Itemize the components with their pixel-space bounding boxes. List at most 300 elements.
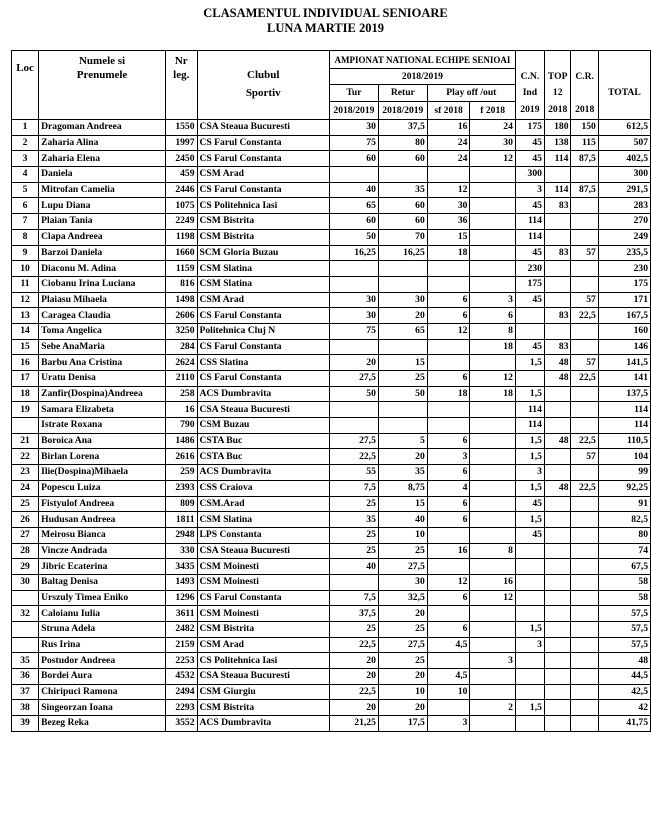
cell-sf: 10: [427, 684, 470, 700]
cell-sf: 6: [427, 622, 470, 638]
table-row: [12, 371, 651, 387]
table-row: [12, 606, 651, 622]
cell-cn: 114: [515, 214, 544, 230]
cell-club: CSS Slatina: [197, 355, 329, 371]
cell-name: Meirosu Bianca: [39, 527, 166, 543]
cell-loc: 39: [12, 716, 39, 732]
cell-cr: [571, 559, 598, 575]
cell-club: CS Farul Constanta: [197, 135, 329, 151]
cell-top: [544, 276, 571, 292]
cell-cn: 45: [515, 527, 544, 543]
cell-loc: 1: [12, 120, 39, 136]
cell-total: 160: [598, 323, 650, 339]
cell-retur: [378, 418, 427, 434]
cell-name: Mitrofan Camelia: [39, 182, 166, 198]
cell-loc: 11: [12, 276, 39, 292]
cell-top: [544, 716, 571, 732]
cell-sf: 16: [427, 120, 470, 136]
cell-tur: 60: [329, 151, 378, 167]
cell-f: [470, 433, 515, 449]
cell-total: 171: [598, 292, 650, 308]
cell-loc: 32: [12, 606, 39, 622]
cell-f: [470, 527, 515, 543]
cell-retur: 65: [378, 323, 427, 339]
cell-loc: 3: [12, 151, 39, 167]
cell-sf: [427, 402, 470, 418]
cell-f: 18: [470, 339, 515, 355]
cell-loc: 14: [12, 323, 39, 339]
cell-top: [544, 590, 571, 606]
table-row: [12, 120, 651, 136]
cell-sf: 6: [427, 433, 470, 449]
cell-loc: 22: [12, 449, 39, 465]
cell-f: 30: [470, 135, 515, 151]
cell-tur: 25: [329, 496, 378, 512]
cell-total: 612,5: [598, 120, 650, 136]
cell-top: 48: [544, 355, 571, 371]
cell-club: SCM Gloria Buzau: [197, 245, 329, 261]
header-cr-line3: 2018: [571, 102, 598, 120]
table-row: [12, 480, 651, 496]
cell-cr: [571, 214, 598, 230]
cell-name: Lupu Diana: [39, 198, 166, 214]
cell-total: 57,5: [598, 622, 650, 638]
cell-f: [470, 355, 515, 371]
cell-loc: 12: [12, 292, 39, 308]
header-top-1: [544, 51, 571, 69]
cell-total: 235,5: [598, 245, 650, 261]
cell-sf: 3: [427, 716, 470, 732]
cell-retur: [378, 167, 427, 183]
cell-loc: 9: [12, 245, 39, 261]
cell-club: CS Farul Constanta: [197, 308, 329, 324]
cell-total: 114: [598, 402, 650, 418]
cell-tur: 30: [329, 120, 378, 136]
cell-club: CS Farul Constanta: [197, 151, 329, 167]
cell-club: CSM Moinesti: [197, 559, 329, 575]
cell-cr: [571, 653, 598, 669]
table-row: [12, 559, 651, 575]
cell-tur: [329, 276, 378, 292]
table-row: [12, 527, 651, 543]
table-row: [12, 198, 651, 214]
cell-nr: 816: [166, 276, 198, 292]
cell-loc: 29: [12, 559, 39, 575]
cell-top: [544, 637, 571, 653]
cell-tur: 25: [329, 527, 378, 543]
cell-top: [544, 496, 571, 512]
cell-sf: [427, 261, 470, 277]
cell-sf: 6: [427, 512, 470, 528]
cell-f: [470, 684, 515, 700]
cell-nr: 2249: [166, 214, 198, 230]
cell-f: [470, 261, 515, 277]
cell-f: [470, 637, 515, 653]
cell-retur: 20: [378, 669, 427, 685]
table-row: [12, 402, 651, 418]
table-row: [12, 323, 651, 339]
cell-club: CSA Steaua Bucuresti: [197, 669, 329, 685]
cell-retur: 17,5: [378, 716, 427, 732]
cell-club: CS Politehnica Iasi: [197, 198, 329, 214]
cell-club: ACS Dumbravita: [197, 716, 329, 732]
cell-sf: [427, 418, 470, 434]
cell-sf: 12: [427, 574, 470, 590]
cell-name: Bezeg Reka: [39, 716, 166, 732]
cell-nr: 2446: [166, 182, 198, 198]
cell-sf: 24: [427, 135, 470, 151]
table-row: [12, 637, 651, 653]
table-row: [12, 214, 651, 230]
cell-name: Barzoi Daniela: [39, 245, 166, 261]
cell-tur: [329, 261, 378, 277]
cell-tur: 25: [329, 543, 378, 559]
cell-f: 12: [470, 590, 515, 606]
cell-total: 249: [598, 229, 650, 245]
cell-sf: [427, 527, 470, 543]
cell-total: 270: [598, 214, 650, 230]
cell-name: Barbu Ana Cristina: [39, 355, 166, 371]
cell-cr: 115: [571, 135, 598, 151]
cell-f: [470, 418, 515, 434]
cell-club: CSM Bistrita: [197, 622, 329, 638]
cell-nr: 3611: [166, 606, 198, 622]
cell-cn: 114: [515, 418, 544, 434]
cell-top: [544, 214, 571, 230]
cell-club: CSA Steaua Bucuresti: [197, 543, 329, 559]
cell-cr: [571, 465, 598, 481]
cell-name: Jibric Ecaterina: [39, 559, 166, 575]
cell-top: 48: [544, 433, 571, 449]
cell-f: [470, 245, 515, 261]
cell-tur: [329, 574, 378, 590]
cell-top: [544, 700, 571, 716]
cell-loc: 10: [12, 261, 39, 277]
cell-sf: 4: [427, 480, 470, 496]
cell-total: 99: [598, 465, 650, 481]
cell-retur: 20: [378, 606, 427, 622]
cell-cr: [571, 261, 598, 277]
cell-f: 6: [470, 308, 515, 324]
cell-name: Singeorzan Ioana: [39, 700, 166, 716]
cell-tur: [329, 167, 378, 183]
cell-cn: 1,5: [515, 622, 544, 638]
cell-cr: 57: [571, 245, 598, 261]
cell-sf: [427, 167, 470, 183]
cell-cr: 22,5: [571, 308, 598, 324]
cell-tur: 25: [329, 622, 378, 638]
cell-cr: [571, 512, 598, 528]
cell-cn: [515, 716, 544, 732]
cell-club: CSM Slatina: [197, 276, 329, 292]
cell-f: 24: [470, 120, 515, 136]
cell-f: [470, 622, 515, 638]
cell-total: 48: [598, 653, 650, 669]
cell-retur: 35: [378, 182, 427, 198]
cell-name: Rus Irina: [39, 637, 166, 653]
cell-total: 283: [598, 198, 650, 214]
cell-tur: 21,25: [329, 716, 378, 732]
table-row: [12, 135, 651, 151]
cell-club: CS Farul Constanta: [197, 590, 329, 606]
header-f: f 2018: [470, 102, 515, 120]
cell-nr: 2293: [166, 700, 198, 716]
cell-club: CS Politehnica Iasi: [197, 653, 329, 669]
cell-cn: [515, 574, 544, 590]
header-loc: Loc: [12, 51, 39, 85]
cell-sf: 36: [427, 214, 470, 230]
cell-f: [470, 214, 515, 230]
cell-retur: 5: [378, 433, 427, 449]
cell-top: [544, 669, 571, 685]
cell-name: Fistyulof Andreea: [39, 496, 166, 512]
cell-cn: 1,5: [515, 355, 544, 371]
cell-name: Baltag Denisa: [39, 574, 166, 590]
cell-cr: 22,5: [571, 480, 598, 496]
cell-nr: 1493: [166, 574, 198, 590]
header-name-line1: Numele si: [78, 54, 126, 67]
table-row: [12, 182, 651, 198]
cell-club: ACS Dumbravita: [197, 386, 329, 402]
cell-loc: 7: [12, 214, 39, 230]
header-retur: Retur: [378, 85, 427, 102]
header-club: [197, 51, 329, 85]
header-cn-1: [515, 51, 544, 69]
cell-tur: 75: [329, 135, 378, 151]
cell-tur: 20: [329, 700, 378, 716]
cell-cr: 87,5: [571, 182, 598, 198]
cell-top: [544, 622, 571, 638]
cell-top: [544, 418, 571, 434]
cell-nr: 2253: [166, 653, 198, 669]
cell-nr: 1660: [166, 245, 198, 261]
cell-name: Birlan Lorena: [39, 449, 166, 465]
cell-nr: 790: [166, 418, 198, 434]
cell-cn: 175: [515, 120, 544, 136]
cell-club: CSTA Buc: [197, 449, 329, 465]
cell-club: CSM Moinesti: [197, 606, 329, 622]
cell-loc: 2: [12, 135, 39, 151]
cell-club: CSTA Buc: [197, 433, 329, 449]
cell-loc: 8: [12, 229, 39, 245]
cell-cr: 57: [571, 292, 598, 308]
cell-top: [544, 449, 571, 465]
header-cn-line3: 2019: [515, 102, 544, 120]
cell-total: 167,5: [598, 308, 650, 324]
cell-name: Caloianu Iulia: [39, 606, 166, 622]
cell-name: Vincze Andrada: [39, 543, 166, 559]
cell-cn: 230: [515, 261, 544, 277]
cell-tur: [329, 418, 378, 434]
cell-retur: 80: [378, 135, 427, 151]
header-cn-line1: C.N.: [515, 69, 544, 85]
cell-retur: 16,25: [378, 245, 427, 261]
cell-retur: 27,5: [378, 637, 427, 653]
cell-cr: [571, 543, 598, 559]
cell-nr: 1498: [166, 292, 198, 308]
cell-club: CSM Slatina: [197, 512, 329, 528]
cell-club: CSM Buzau: [197, 418, 329, 434]
cell-total: 230: [598, 261, 650, 277]
cell-nr: 2393: [166, 480, 198, 496]
cell-cn: [515, 684, 544, 700]
header-nr: [166, 51, 198, 85]
cell-sf: 12: [427, 182, 470, 198]
cell-retur: 20: [378, 700, 427, 716]
cell-cr: 22,5: [571, 433, 598, 449]
cell-cn: [515, 543, 544, 559]
cell-total: 300: [598, 167, 650, 183]
cell-f: 8: [470, 323, 515, 339]
cell-tur: 30: [329, 308, 378, 324]
cell-total: 291,5: [598, 182, 650, 198]
cell-sf: 6: [427, 590, 470, 606]
cell-tur: 60: [329, 214, 378, 230]
cell-top: [544, 543, 571, 559]
cell-name: Zanfir(Dospina)Andreea: [39, 386, 166, 402]
cell-cn: 45: [515, 339, 544, 355]
cell-total: 58: [598, 574, 650, 590]
cell-cn: 1,5: [515, 449, 544, 465]
cell-tur: 50: [329, 229, 378, 245]
cell-name: Plaiasu Mihaela: [39, 292, 166, 308]
header-cr-line1: C.R.: [571, 69, 598, 85]
cell-f: 12: [470, 151, 515, 167]
cell-cn: [515, 308, 544, 324]
cell-retur: 10: [378, 527, 427, 543]
cell-sf: 18: [427, 245, 470, 261]
cell-cn: 45: [515, 245, 544, 261]
table-row: [12, 574, 651, 590]
table-row: [12, 229, 651, 245]
cell-sf: [427, 559, 470, 575]
cell-cr: [571, 323, 598, 339]
cell-cn: 114: [515, 229, 544, 245]
table-row: [12, 496, 651, 512]
cell-name: Postudor Andreea: [39, 653, 166, 669]
cell-tur: 20: [329, 355, 378, 371]
cell-name: Samara Elizabeta: [39, 402, 166, 418]
cell-cn: 45: [515, 135, 544, 151]
cell-cn: [515, 323, 544, 339]
cell-sf: [427, 606, 470, 622]
cell-f: [470, 198, 515, 214]
cell-club: CSS Craiova: [197, 480, 329, 496]
cell-sf: 6: [427, 496, 470, 512]
cell-name: Zaharia Alina: [39, 135, 166, 151]
cell-top: 114: [544, 182, 571, 198]
cell-loc: 38: [12, 700, 39, 716]
cell-sf: 4,5: [427, 637, 470, 653]
cell-total: 175: [598, 276, 650, 292]
cell-club: CSM Giurgiu: [197, 684, 329, 700]
cell-tur: 40: [329, 182, 378, 198]
cell-retur: 25: [378, 371, 427, 387]
cell-cr: [571, 418, 598, 434]
cell-name: Toma Angelica: [39, 323, 166, 339]
cell-top: [544, 653, 571, 669]
cell-cn: 1,5: [515, 700, 544, 716]
cell-tur: 20: [329, 669, 378, 685]
cell-total: 82,5: [598, 512, 650, 528]
cell-f: [470, 229, 515, 245]
cell-cn: 1,5: [515, 480, 544, 496]
cell-loc: 19: [12, 402, 39, 418]
cell-cr: 87,5: [571, 151, 598, 167]
cell-loc: 37: [12, 684, 39, 700]
table-row: [12, 700, 651, 716]
cell-top: [544, 527, 571, 543]
header-tur-year: 2018/2019: [329, 102, 378, 120]
header-championship: AMPIONAT NATIONAL ECHIPE SENIOAI: [329, 51, 515, 69]
cell-total: 44,5: [598, 669, 650, 685]
table-row: [12, 276, 651, 292]
cell-sf: 6: [427, 371, 470, 387]
cell-cn: [515, 371, 544, 387]
table-row: [12, 167, 651, 183]
cell-top: 83: [544, 198, 571, 214]
cell-sf: 16: [427, 543, 470, 559]
cell-cn: 3: [515, 637, 544, 653]
cell-top: [544, 606, 571, 622]
cell-club: ACS Dumbravita: [197, 465, 329, 481]
cell-sf: 15: [427, 229, 470, 245]
cell-name: Ilie(Dospina)Mihaela: [39, 465, 166, 481]
cell-top: [544, 261, 571, 277]
cell-tur: 75: [329, 323, 378, 339]
cell-cn: 45: [515, 198, 544, 214]
cell-loc: 23: [12, 465, 39, 481]
cell-top: [544, 229, 571, 245]
cell-tur: 35: [329, 512, 378, 528]
cell-top: 48: [544, 480, 571, 496]
cell-name: Chiripuci Ramona: [39, 684, 166, 700]
cell-retur: [378, 402, 427, 418]
cell-top: [544, 402, 571, 418]
cell-nr: 1550: [166, 120, 198, 136]
cell-top: [544, 574, 571, 590]
cell-cr: 57: [571, 355, 598, 371]
cell-nr: 1075: [166, 198, 198, 214]
cell-tur: 50: [329, 386, 378, 402]
cell-top: 114: [544, 151, 571, 167]
cell-loc: 15: [12, 339, 39, 355]
cell-tur: 37,5: [329, 606, 378, 622]
cell-cr: [571, 527, 598, 543]
cell-tur: [329, 402, 378, 418]
cell-nr: 809: [166, 496, 198, 512]
cell-retur: 8,75: [378, 480, 427, 496]
cell-loc: 6: [12, 198, 39, 214]
cell-retur: 60: [378, 151, 427, 167]
cell-tur: 22,5: [329, 449, 378, 465]
cell-name: Urszuly Timea Eniko: [39, 590, 166, 606]
cell-total: 67,5: [598, 559, 650, 575]
cell-cr: [571, 700, 598, 716]
cell-nr: 258: [166, 386, 198, 402]
cell-cn: 1,5: [515, 386, 544, 402]
cell-sf: [427, 355, 470, 371]
cell-loc: [12, 590, 39, 606]
cell-name: Dragoman Andreea: [39, 120, 166, 136]
cell-loc: 26: [12, 512, 39, 528]
cell-cn: [515, 606, 544, 622]
cell-cr: [571, 606, 598, 622]
cell-top: [544, 167, 571, 183]
cell-tur: [329, 339, 378, 355]
cell-cn: 1,5: [515, 512, 544, 528]
cell-retur: [378, 261, 427, 277]
